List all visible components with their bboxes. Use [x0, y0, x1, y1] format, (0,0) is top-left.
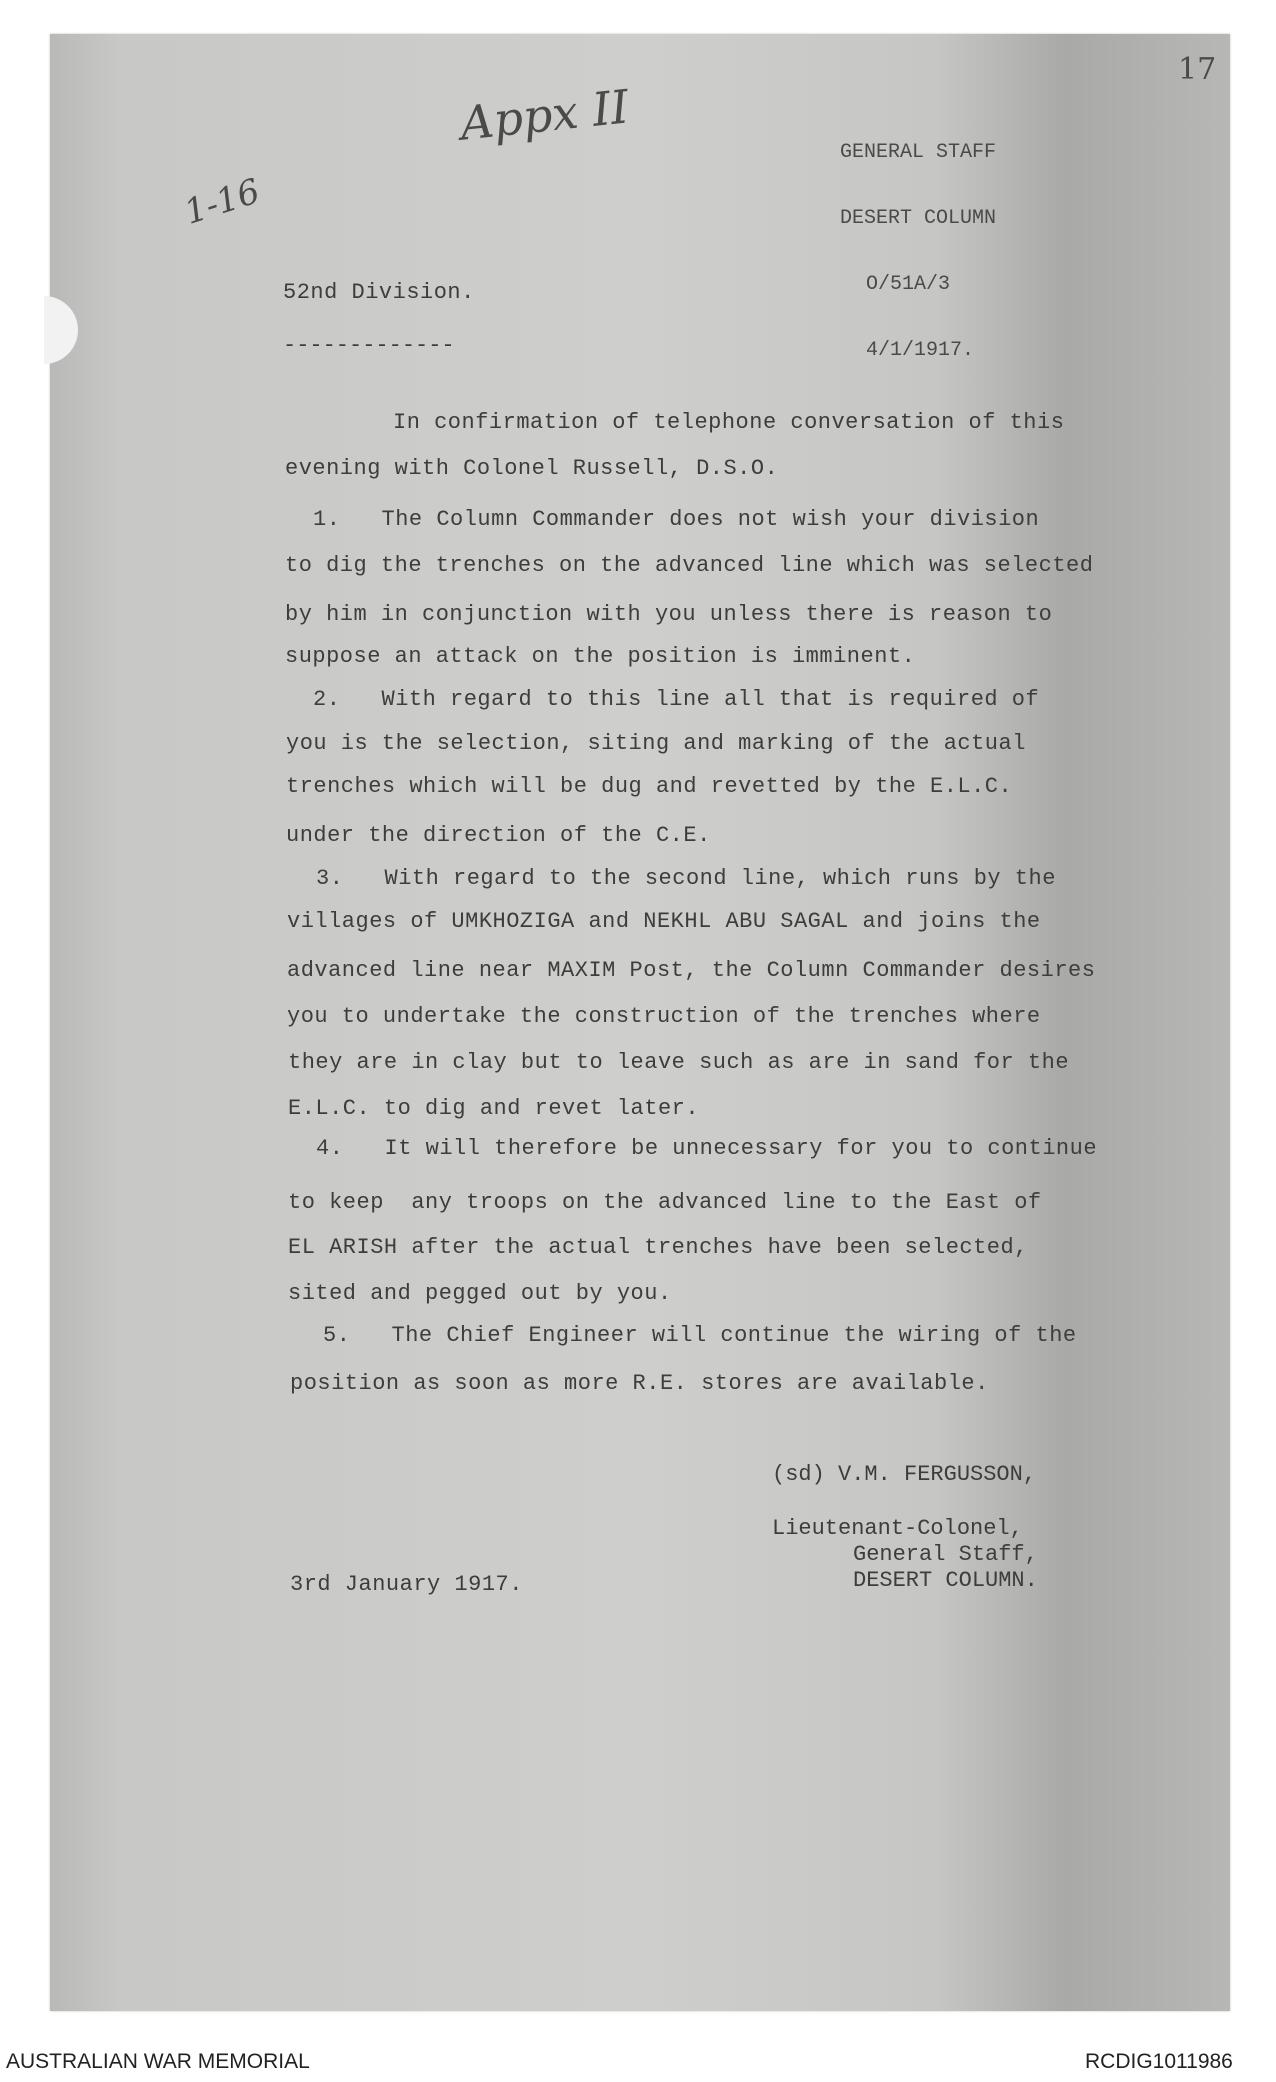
footer-catalogue-id: RCDIG1011986	[1085, 2050, 1233, 2073]
body-line: 3. With regard to the second line, which runs by the	[316, 866, 1056, 891]
appendix-annotation: Appx II	[457, 79, 632, 151]
stamp-line: GENERAL STAFF	[840, 141, 997, 164]
stamp-line: 4/1/1917.	[866, 339, 975, 362]
stamp-line: DESERT COLUMN	[840, 207, 997, 230]
signatory-staff: General Staff,	[853, 1542, 1038, 1567]
body-line: to dig the trenches on the advanced line which was selected	[285, 553, 1094, 578]
folio-annotation: 1-16	[179, 171, 265, 233]
body-line: position as soon as more R.E. stores are available.	[290, 1371, 989, 1396]
body-line: trenches which will be dug and revetted by the E.L.C.	[286, 774, 1013, 799]
body-line: to keep any troops on the advanced line to the East of	[288, 1190, 1042, 1215]
punch-hole	[44, 296, 78, 364]
body-line: under the direction of the C.E.	[286, 823, 711, 848]
body-line: by him in conjunction with you unless there is reason to	[285, 602, 1053, 627]
body-line: In confirmation of telephone conversation of this	[393, 410, 1065, 435]
body-line: E.L.C. to dig and revet later.	[288, 1096, 700, 1121]
body-line: EL ARISH after the actual trenches have been selected,	[288, 1235, 1028, 1260]
body-line: you is the selection, siting and marking of the actual	[286, 731, 1026, 756]
body-line: villages of UMKHOZIGA and NEKHL ABU SAGAL and joins the	[287, 909, 1041, 934]
letter-date: 3rd January 1917.	[290, 1572, 523, 1597]
signatory-name: (sd) V.M. FERGUSSON,	[772, 1462, 1037, 1487]
office-stamp	[840, 98, 996, 384]
addressee-rule: -------------	[283, 333, 455, 358]
addressee: 52nd Division.	[283, 280, 475, 305]
body-line: they are in clay but to leave such as are in sand for the	[288, 1050, 1070, 1075]
signatory-rank: Lieutenant-Colonel,	[772, 1516, 1023, 1541]
body-line: you to undertake the construction of the trenches where	[287, 1004, 1041, 1029]
body-line: 1. The Column Commander does not wish your division	[313, 507, 1040, 532]
stamp-line: O/51A/3	[866, 273, 951, 296]
body-line: sited and pegged out by you.	[288, 1281, 672, 1306]
body-line: 2. With regard to this line all that is required of	[313, 687, 1040, 712]
body-line: evening with Colonel Russell, D.S.O.	[285, 456, 779, 481]
signatory-unit: DESERT COLUMN.	[853, 1568, 1038, 1593]
page-number: 17	[1178, 52, 1217, 87]
body-line: 5. The Chief Engineer will continue the wiring of the	[323, 1323, 1077, 1348]
body-line: suppose an attack on the position is imminent.	[285, 644, 916, 669]
body-line: advanced line near MAXIM Post, the Column Commander desires	[287, 958, 1096, 983]
footer-archive-name: AUSTRALIAN WAR MEMORIAL	[6, 2050, 310, 2073]
body-line: 4. It will therefore be unnecessary for you to continue	[316, 1136, 1098, 1161]
